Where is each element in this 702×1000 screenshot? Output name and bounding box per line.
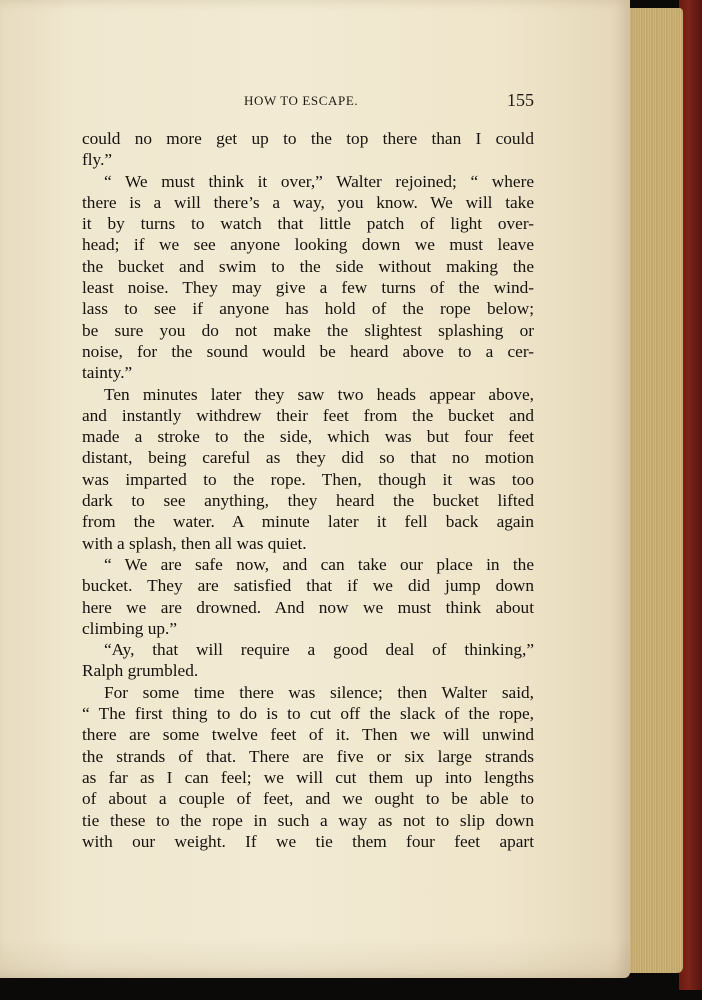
text-line: head; if we see anyone looking down we must leave — [82, 235, 534, 255]
text-line: “ We must think it over,” Walter rejoined; “ where — [104, 171, 534, 191]
text-line: least noise. They may give a few turns of the wind- — [82, 278, 534, 298]
text-line: there are some twelve feet of it. Then we will unwind — [82, 725, 534, 745]
text-line: the bucket and swim to the side without making the — [82, 256, 534, 276]
text-line: made a stroke to the side, which was but four feet — [82, 427, 534, 447]
text-line: was imparted to the rope. Then, though it was too — [82, 469, 534, 489]
text-line: here we are drowned. And now we must think about — [82, 597, 534, 617]
page-header — [82, 90, 534, 115]
text-line: tainty.” — [82, 363, 133, 383]
text-line: lass to see if anyone has hold of the rope below; — [82, 299, 534, 319]
text-line: the strands of that. There are five or six large strands — [82, 746, 534, 766]
text-line: noise, for the sound would be heard above to a cer- — [82, 341, 534, 361]
text-line: climbing up.” — [82, 618, 178, 638]
text-line: with a splash, then all was quiet. — [82, 533, 307, 553]
text-line: For some time there was silence; then Walter said, — [104, 682, 534, 702]
text-line: be sure you do not make the slightest splashing or — [82, 320, 534, 340]
text-line: Ralph grumbled. — [82, 661, 199, 681]
text-line: “ We are safe now, and can take our place in the — [104, 554, 534, 574]
text-line: “ The first thing to do is to cut off the slack of the rope, — [82, 704, 534, 724]
body-text — [82, 128, 534, 852]
text-line: there is a will there’s a way, you know. We will take — [82, 192, 534, 212]
text-line: bucket. They are satisfied that if we did jump down — [82, 576, 534, 596]
text-line: could no more get up to the top there than I could — [82, 129, 534, 148]
page-shadow — [0, 938, 630, 978]
text-line: tie these to the rope in such a way as not to slip down — [82, 810, 534, 830]
text-line: from the water. A minute later it fell back again — [82, 512, 534, 532]
page-number: 155 — [507, 90, 534, 110]
text-line: and instantly withdrew their feet from the bucket and — [82, 405, 534, 425]
text-line: distant, being careful as they did so that no motion — [82, 448, 534, 468]
running-title: HOW TO ESCAPE. — [244, 93, 359, 108]
text-line: as far as I can feel; we will cut them up into lengths — [82, 767, 534, 787]
text-line: of about a couple of feet, and we ought to be able to — [82, 789, 534, 809]
page-edges — [625, 8, 683, 973]
text-line: fly.” — [82, 150, 113, 170]
text-line: dark to see anything, they heard the bucket lifted — [82, 491, 534, 511]
text-line: it by turns to watch that little patch of light over- — [82, 214, 534, 234]
text-line: with our weight. If we tie them four feet apart — [82, 831, 534, 851]
text-line: Ten minutes later they saw two heads appear above, — [104, 384, 534, 404]
text-line: “Ay, that will require a good deal of thinking,” — [104, 640, 534, 660]
